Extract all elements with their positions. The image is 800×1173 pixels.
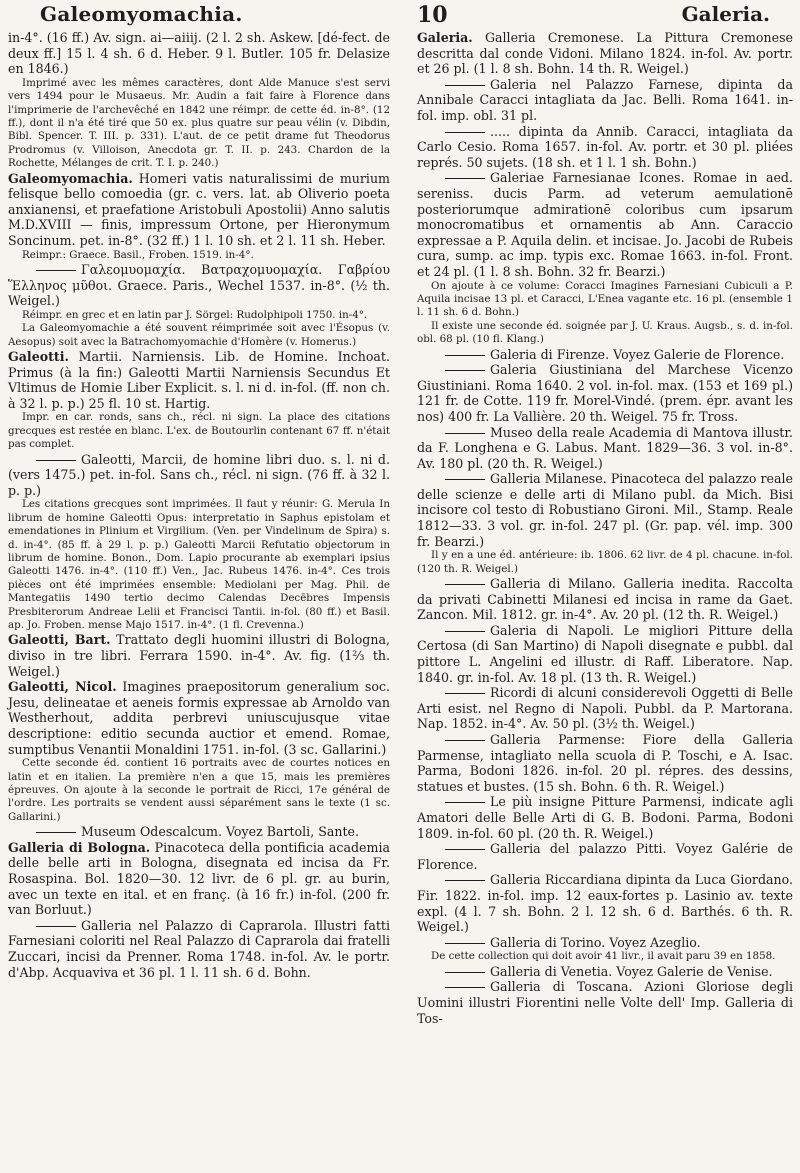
entry-heading: Galeria. xyxy=(417,30,473,45)
catalogue-entry xyxy=(417,685,793,732)
repeat-dash xyxy=(445,740,485,741)
catalogue-entry xyxy=(417,425,793,472)
entry-heading: Galeotti. xyxy=(8,349,69,364)
entry-text: ..... dipinta da Annib. Caracci, intagliata da Carlo Cesio. Roma 1657. in-fol. Av. portr. et 30 pl. pliées représ. 50 sujets. (18 sh. et 1 l. 1 sh. Bohn.) xyxy=(417,123,793,170)
entry-note: Réimpr. en grec et en latin par J. Sörgel: Rudolphipoli 1750. in-4°. xyxy=(22,308,368,321)
catalogue-entry xyxy=(417,623,793,685)
catalogue-entry xyxy=(417,979,793,1026)
catalogue-entry xyxy=(417,347,793,363)
entry-note: Imprimé avec les mêmes caractères, dont Alde Manuce s'est servi vers 1494 pour le Musaeus. Mr. Audin a fait faire à Florence dans l'imprimerie de l'archevêché en 1842 une réimpr. de cette éd. in-8°. (12 ff.), dont il n'a été tiré que 50 ex. plus quatre sur peau vélin (v. Dibdin, Bibl. Spencer. T. III. p. 331). L'aut. de ce petit drame fut Theodorus Prodromus (v. Villoison, Anecdota gr. T. II. p. 243. Chardon de la Rochette, Mélanges de crit. T. I. p. 240.) xyxy=(8,76,390,170)
catalogue-entry xyxy=(417,170,793,279)
entry-text: Galleria Milanese. Pinacoteca del palazzo reale delle scienze e delle arti di Milano publ. da Mich. Bisi incisore col testo di Robustiano Gironi. Mil., Stamp. Reale 1812—33. 3 vol. gr. in-fol. 247 pl. (Gr. pap. vél. imp. 300 fr. Bearzi.) xyxy=(417,471,793,549)
entry-note: Il existe une seconde éd. soignée par J. U. Kraus. Augsb., s. d. in-fol. obl. 68 pl. (10 fl. Klang.) xyxy=(417,319,793,346)
entry-text: Galleria di Torino. Voyez Azeglio. xyxy=(490,934,701,950)
catalogue-entry xyxy=(417,732,793,794)
catalogue-entry xyxy=(417,794,793,841)
catalogue-entry xyxy=(8,452,390,499)
entry-text: Galeria di Napoli. Le migliori Pitture della Certosa (di San Martino) di Napoli disegnate e pubbl. dal pittore L. Angelini ed illustr. di Raff. Liberatore. Nap. 1840. gr. in-fol. Av. 18 pl. (13 th. R. Weigel.) xyxy=(417,622,793,685)
entry-text: Galleria Riccardiana dipinta da Luca Giordano. Fir. 1822. in-fol. imp. 12 eaux-fortes p. Lasinio av. texte expl. (4 l. 7 sh. Bohn. 2 l. 12 sh. 6 d. Barthés. 6 th. R. Weigel.) xyxy=(417,872,793,935)
entry-text: Galleria Parmense: Fiore della Galleria Parmense, intagliato nella scuola di P. Toschi, e A. Isac. Parma, Bodoni 1826. in-fol. 20 pl. répres. des dessins, statues et bustes. (15 sh. Bohn. 6 th. R. Weigel.) xyxy=(417,732,793,794)
catalogue-entry xyxy=(417,872,793,934)
repeat-dash xyxy=(445,132,485,133)
catalogue-entry xyxy=(8,30,390,77)
repeat-dash xyxy=(445,693,485,694)
entry-text: in-4°. (16 ff.) Av. sign. ai—aiiij. (2 l. 2 sh. Askew. [dé-fect. de deux ff.] 15 l. 4 sh. 6 d. Heber. 9 l. Butler. 105 fr. Delasize en 1846.) xyxy=(8,30,390,77)
entry-heading: Galeotti, Bart. xyxy=(8,632,111,648)
catalogue-entry xyxy=(417,841,793,872)
catalogue-entry xyxy=(8,824,390,840)
entry-heading: Galleria di Bologna. xyxy=(8,839,151,855)
entry-note: De cette collection qui doit avoir 41 livr., il avait paru 39 en 1858. xyxy=(431,950,776,963)
catalogue-entry xyxy=(417,935,793,951)
catalogue-entry xyxy=(417,471,793,549)
entry-note: Il y en a une éd. antérieure: ib. 1806. 62 livr. de 4 pl. chacune. in-fol. (120 th. R. Weigel.) xyxy=(417,549,793,575)
entry-text: Galeotti, Marcii, de homine libri duo. s. l. ni d. (vers 1475.) pet. in-fol. Sans ch., récl. ni sign. (76 ff. à 32 l. p. p.) xyxy=(8,451,390,498)
entry-text: Pinacoteca della pontificia academia delle belle arti in Bologna, disegnata ed incisa da Fr. Rosaspina. Bol. 1820—30. 12 livr. de 6 pl. gr. au burin, avec un texte en ital. et en franç. (à 16 fr.) in-fol. (200 fr. van Borluut.) xyxy=(8,839,390,918)
repeat-dash xyxy=(445,178,485,179)
entry-text: Galeria nel Palazzo Farnese, dipinta da Annibale Caracci intagliata da Jac. Belli. Roma 1641. in-fol. imp. obl. 31 pl. xyxy=(417,76,793,123)
entry-text: Imagines praepositorum generalium soc. Jesu, delineatae et aeneis formis expressae ab Arnoldo van Westherhout, addita perbrevi uniuscujusque vitae descriptione: editio secunda auctior et emend. Romae, sumptibus Venantii Monaldini 1751. in-fol. (3 sc. Gallarini.) xyxy=(8,679,391,757)
repeat-dash xyxy=(445,479,485,480)
entry-note: Impr. en car. ronds, sans ch., récl. ni sign. La place des citations grecques est restée en blanc. L'ex. de Boutourlin contenant 67 ff. n'était pas complet. xyxy=(8,411,390,451)
entry-text: Galleria di Milano. Galleria inedita. Raccolta da privati Cabinetti Milanesi ed incisa in rame da Gaet. Zancon. Mil. 1812. gr. in-4°. Av. 20 pl. (12 th. R. Weigel.) xyxy=(417,576,793,623)
catalogue-entry xyxy=(8,679,390,757)
entry-heading: Galeomyomachia. xyxy=(8,170,133,186)
repeat-dash xyxy=(36,926,76,927)
entry-text: Trattato degli huomini illustri di Bologna, diviso in tre libri. Ferrara 1590. in-4°. Av. fig. (1⅔ th. Weigel.) xyxy=(8,632,390,679)
entry-text: Galeria Giustiniana del Marchese Vicenzo Giustiniani. Roma 1640. 2 vol. in-fol. max. (153 et 169 pl.) 121 fr. de Cotte. 119 fr. Morel-Vindé. (prem. épr. avant les nos) 400 fr. La Vallière. 20 th. Weigel. 75 fr. Tross. xyxy=(417,362,793,424)
page-number: 10 xyxy=(417,2,448,28)
repeat-dash xyxy=(445,370,485,371)
catalogue-entry xyxy=(417,124,793,171)
entry-heading: Galeotti, Nicol. xyxy=(8,679,117,695)
entry-text: Galleria del palazzo Pitti. Voyez Galérie de Florence. xyxy=(417,841,793,872)
catalogue-entry xyxy=(417,362,793,424)
repeat-dash xyxy=(445,849,485,850)
repeat-dash xyxy=(445,433,485,434)
catalogue-entry xyxy=(8,840,390,918)
entry-note: La Galeomyomachie a été souvent réimprimée soit avec l'Ésopus (v. Aesopus) soit avec la Batrachomyomachie d'Homère (v. Homerus.) xyxy=(8,322,390,348)
repeat-dash xyxy=(445,972,485,973)
entry-text: Le più insigne Pitture Parmensi, indicate agli Amatori delle Belle Arti di G. B. Bodoni. Parma, Bodoni 1809. in-fol. 60 pl. (20 th. R. Weigel.) xyxy=(417,794,793,841)
entry-text: Ricordi di alcuni considerevoli Oggetti di Belle Arti esist. nel Regno di Napoli. Pubbl. da P. Martorana. Nap. 1852. in-4°. Av. 50 pl. (3½ th. Weigel.) xyxy=(417,685,793,732)
entry-text: Museo della reale Academia di Mantova illustr. da F. Longhena e G. Labus. Mant. 1829—36. 3 vol. in-8°. Av. 180 pl. (20 th. R. Weigel.) xyxy=(417,424,793,471)
entry-text: Galleria nel Palazzo di Caprarola. Illustri fatti Farnesiani coloriti nel Real Palazzo di Caprarola dai fratelli Zuccari, incisi da Prenner. Roma 1748. in-fol. Av. le portr. d'Abp. Acquaviva et 36 pl. 1 l. 11 sh. 6 d. Bohn. xyxy=(8,917,390,980)
entry-note: Les citations grecques sont imprimées. Il faut y réunir: G. Merula In librum de homine Galeotti Opus: interpretatio in Saphus epistolam et emendationes in Plinium et Virgilium. (Ven. per Vindelinum de Spira) s. d. in-4°. (85 ff. à 29 l. p. p.) Galeotti Marcii Refutatio objectorum in librum de homine. Bonon., Dom. Lapio procurante ab exemplari ipsius Galeotti 1476. in-4°. (110 ff.) Ven., Jac. Rubeus 1476. in-4°. Ces trois pièces ont été imprimées ensemble: Mediolani per Mag. Phil. de Mantegatiis 1490 tertio decimo Calendas Decēbres Impensis Presbiterorum Andreae Lelii et Francisci Tantii. in-fol. (80 ff.) et Basil. ap. Jo. Froben. mense Majo 1517. in-4°. (1 fl. Crevenna.) xyxy=(8,498,390,632)
entry-text: Homeri vatis naturalissimi de murium felisque bello comoedia (gr. c. vers. lat. ab Oliverio poeta anxianensi, et praefatione Aristobuli Apostolii) Anno salutis M.D.XVIII — finis, impressum Ortone, per Hieronymum Soncinum. pet. in-8°. (32 ff.) 1 l. 10 sh. et 2 l. 11 sh. Heber. xyxy=(8,170,390,248)
header-right-title: Galeria. xyxy=(681,2,770,26)
catalogue-entry xyxy=(417,576,793,623)
running-header xyxy=(40,2,770,30)
repeat-dash xyxy=(445,85,485,86)
repeat-dash xyxy=(445,631,485,632)
repeat-dash xyxy=(445,943,485,944)
entry-text: Martii. Narniensis. Lib. de Homine. Inchoat. Primus (à la fin:) Galeotti Martii Narniensis Secundus Et Vltimus de Homie Liber Explicit. s. l. ni d. in-fol. (ff. non ch. à 32 l. p. p.) 25 fl. 10 st. Hartig. xyxy=(8,349,390,411)
repeat-dash xyxy=(445,880,485,881)
repeat-dash xyxy=(445,584,485,585)
catalogue-entry xyxy=(8,349,390,411)
catalogue-entry xyxy=(8,632,390,679)
repeat-dash xyxy=(445,987,485,988)
repeat-dash xyxy=(445,355,485,356)
catalogue-entry xyxy=(417,77,793,124)
repeat-dash xyxy=(36,270,76,271)
catalogue-entry xyxy=(417,30,793,77)
catalogue-entry xyxy=(8,262,390,309)
right-column xyxy=(417,30,793,1026)
entry-text: Galleria di Venetia. Voyez Galerie de Venise. xyxy=(490,963,773,979)
entry-text: Galeria di Firenze. Voyez Galerie de Florence. xyxy=(490,346,785,362)
entry-text: Galleria di Toscana. Azioni Gloriose degli Uomini illustri Fiorentini nelle Volte dell' Imp. Galleria di Tos- xyxy=(417,979,793,1026)
repeat-dash xyxy=(36,460,76,461)
entry-text: Galleria Cremonese. La Pittura Cremonese descritta dal conde Vidoni. Milano 1824. in-fol. Av. portr. et 26 pl. (1 l. 8 sh. Bohn. 14 th. R. Weigel.) xyxy=(417,30,793,77)
repeat-dash xyxy=(36,832,76,833)
entry-note: Reimpr.: Graece. Basil., Froben. 1519. in-4°. xyxy=(22,248,254,261)
left-column xyxy=(8,30,390,980)
catalogue-entry xyxy=(417,964,793,980)
entry-note: On ajoute à ce volume: Coracci Imagines Farnesiani Cubiculi a P. Aquila incisae 13 pl. et Caracci, L'Enea vagante etc. 16 pl. (ensemble 1 l. 11 sh. 6 d. Bohn.) xyxy=(417,279,793,319)
entry-text: Museum Odescalcum. Voyez Bartoli, Sante. xyxy=(81,824,359,840)
entry-note: Cette seconde éd. contient 16 portraits avec de courtes notices en latin et en italien. La première n'en a que 15, mais les premières épreuves. On ajoute à la seconde le portrait de Ricci, 17e général de l'ordre. Les portraits se vendent aussi séparément sans le texte (1 sc. Gallarini.) xyxy=(8,757,390,823)
catalogue-entry xyxy=(8,918,390,980)
entry-text: Galeriae Farnesianae Icones. Romae in aed. sereniss. ducis Parm. ad veterum aemulationē posteriorumque admirationē coloribus cum ipsarum monocromatibus et ornamentis ab Ann. Caraccio expressae a P. Aquila delin. et incisae. Jo. Jacobi de Rubeis cura, sump. ac imp. typis exc. Romae 1663. in-fol. Front. et 24 pl. (1 l. 8 sh. Bohn. 32 fr. Bearzi.) xyxy=(417,170,793,279)
entry-text: Γαλεομυομαχία. Βατραχομυομαχία. Γαβρίου Ἕλληνος μῦθοι. Graece. Paris., Wechel 1537. in-8°. (½ th. Weigel.) xyxy=(8,262,390,309)
repeat-dash xyxy=(445,802,485,803)
catalogue-entry xyxy=(8,171,390,249)
header-left-title: Galeomyomachia. xyxy=(40,2,243,26)
